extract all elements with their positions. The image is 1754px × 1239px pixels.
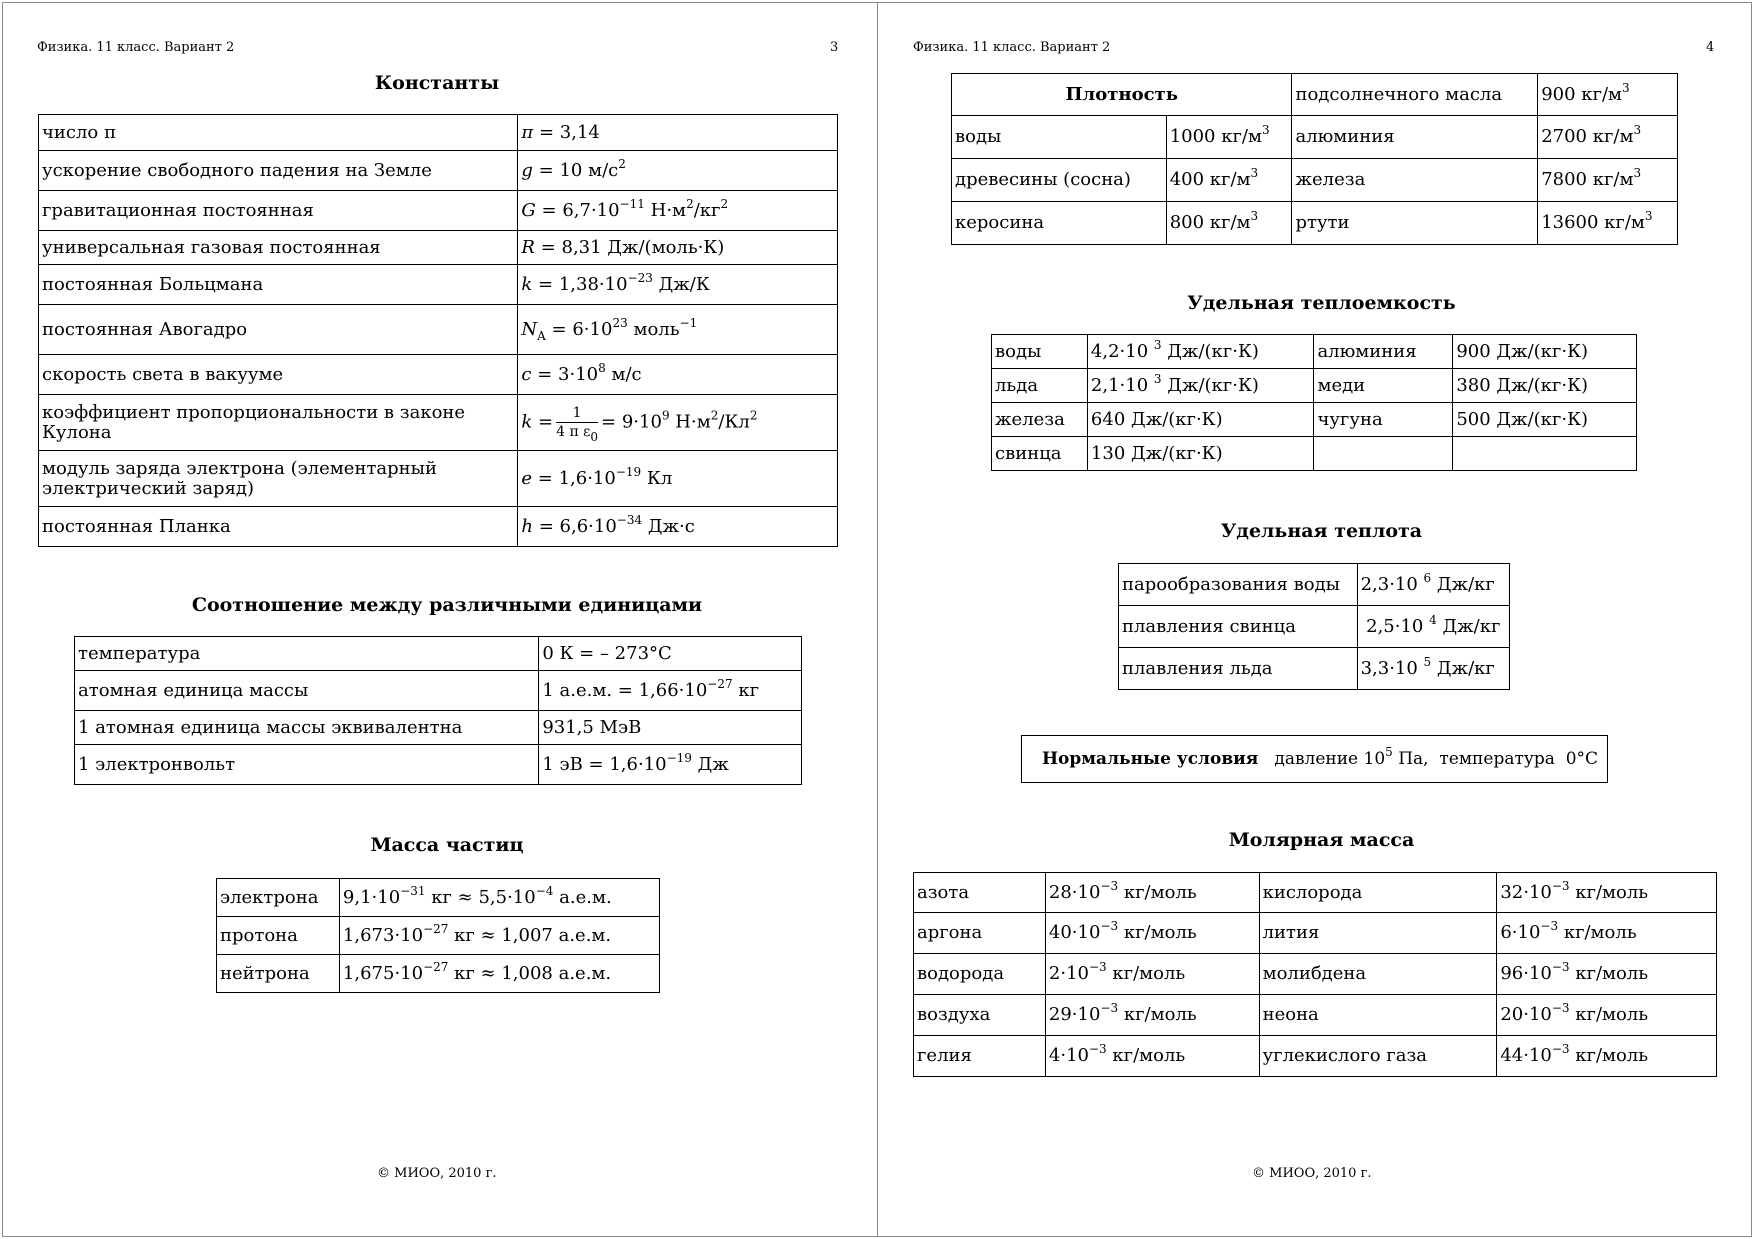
constant-value: R = 8,31 Дж/(моль·К) [518,231,838,265]
molar-mass-substance: воздуха [914,995,1046,1036]
density-substance: воды [952,116,1167,159]
table-row [914,1036,1717,1077]
particle-name: электрона [217,879,340,917]
constant-value: g = 10 $м/с^2$ [518,151,838,191]
right-page-footer: © МИОО, 2010 г. [1252,1166,1372,1181]
normal-conditions-text: давление $10^5$ Па, температура 0°С [1274,745,1599,769]
table-row [1119,606,1510,648]
specific-heat-value: 2,5·10 $^4$ Дж/кг [1357,606,1509,648]
particle-mass: $9,1\cdot 10^{-31}$ кг ≈ $5,5\cdot 10^{-4}$ а.е.м. [339,879,659,917]
units-table [74,636,802,785]
heat-capacity-substance: меди [1314,369,1453,403]
molar-mass-substance: углекислого газа [1259,1036,1497,1077]
table-row [39,151,838,191]
density-substance: ртути [1292,202,1538,245]
molar-mass-substance: водорода [914,954,1046,995]
table-row [952,202,1678,245]
heat-capacity-value: 2,1·10 $^3$ Дж/(кг·К) [1087,369,1314,403]
coulomb-fraction: $\frac{1}{4 \pi \varepsilon_0}$ [556,405,599,444]
constant-value: $k = 1,38\cdot 10^{-23}$ Дж/К [518,265,838,305]
table-row [39,191,838,231]
specific-heat-value: 2,3·10 $^6$ Дж/кг [1357,564,1509,606]
particles-title: Масса частиц [370,834,524,856]
density-substance: железа [1292,159,1538,202]
molar-mass-substance: лития [1259,913,1497,954]
left-page-footer: © МИОО, 2010 г. [377,1166,497,1181]
table-row [914,954,1717,995]
molar-mass-substance: молибдена [1259,954,1497,995]
specific-heat-process: парообразования воды [1119,564,1358,606]
density-value: 900 $кг/м^3$ [1538,74,1678,116]
heat-capacity-substance: свинца [992,437,1088,471]
table-row [217,879,660,917]
density-substance: древесины (сосна) [952,159,1167,202]
unit-value: 1 эВ = $1,6\cdot 10^{-19}$ Дж [539,745,802,785]
table-row [39,115,838,151]
specific-heat-process: плавления льда [1119,648,1358,690]
table-row [914,913,1717,954]
density-title: Плотность [952,74,1292,116]
normal-conditions-box [1021,735,1608,783]
density-value: 2700 $кг/м^3$ [1538,116,1678,159]
table-row [1119,564,1510,606]
table-row [75,671,802,711]
table-row [914,873,1717,913]
heat-capacity-substance: льда [992,369,1088,403]
particles-table [216,878,660,993]
table-row [39,305,838,355]
table-row [992,335,1637,369]
heat-capacity-value: 380 Дж/(кг·К) [1453,369,1637,403]
table-row [992,403,1637,437]
table-row [39,265,838,305]
molar-mass-value: $29\cdot 10^{-3}$ кг/моль [1045,995,1259,1036]
constant-name: скорость света в вакууме [39,355,518,395]
constant-name: постоянная Авогадро [39,305,518,355]
table-row [217,917,660,955]
normal-conditions-label: Нормальные условия [1042,749,1259,769]
molar-mass-value: $32\cdot 10^{-3}$ кг/моль [1497,873,1717,913]
heat-capacity-value: 500 Дж/(кг·К) [1453,403,1637,437]
molar-mass-value: $2\cdot 10^{-3}$ кг/моль [1045,954,1259,995]
constant-name: коэффициент пропорциональности в законе Кулона [39,395,518,451]
table-row [217,955,660,993]
particle-mass: $1,675\cdot 10^{-27}$ кг ≈ 1,008 а.е.м. [339,955,659,993]
left-page-header-title: Физика. 11 класс. Вариант 2 [37,40,235,55]
heat-capacity-value: 4,2·10 $^3$ Дж/(кг·К) [1087,335,1314,369]
heat-capacity-substance: алюминия [1314,335,1453,369]
molar-mass-title: Молярная масса [1228,829,1415,851]
unit-name: атомная единица массы [75,671,539,711]
molar-mass-value: $44\cdot 10^{-3}$ кг/моль [1497,1036,1717,1077]
unit-value: 1 а.е.м. = $1,66\cdot 10^{-27}$ кг [539,671,802,711]
table-row [992,437,1637,471]
unit-name: 1 атомная единица массы эквивалентна [75,711,539,745]
table-row [914,995,1717,1036]
density-value: 800 $кг/м^3$ [1166,202,1292,245]
table-row [1119,648,1510,690]
heat-capacity-substance: воды [992,335,1088,369]
table-row [75,637,802,671]
specific-heat-table [1118,563,1510,690]
table-row [75,711,802,745]
density-table [951,73,1678,245]
unit-name: 1 электронвольт [75,745,539,785]
molar-mass-value: $20\cdot 10^{-3}$ кг/моль [1497,995,1717,1036]
molar-mass-table [913,872,1717,1077]
table-row [952,159,1678,202]
right-page-header-title: Физика. 11 класс. Вариант 2 [913,40,1111,55]
molar-mass-value: $6\cdot 10^{-3}$ кг/моль [1497,913,1717,954]
constant-value: π = 3,14 [518,115,838,151]
table-row [39,231,838,265]
constant-value: $N_A = 6\cdot 10^{23}$ моль$^{-1}$ [518,305,838,355]
empty-cell [1314,437,1453,471]
density-substance: керосина [952,202,1167,245]
constant-value: $e = 1,6\cdot 10^{-19}$ Кл [518,451,838,507]
constant-value: k = $\frac{1}{4 \pi \varepsilon_0}$ = $9\cdot 10^9$ $Н\cdot м^2/Кл^2$ [518,395,838,451]
units-title: Соотношение между различными единицами [191,594,703,616]
heat-capacity-title: Удельная теплоемкость [1187,292,1456,314]
constant-value: $h = 6,6\cdot 10^{-34}$ Дж·с [518,507,838,547]
density-substance: алюминия [1292,116,1538,159]
molar-mass-substance: неона [1259,995,1497,1036]
right-page-number: 4 [1706,40,1715,55]
constant-value: $c = 3\cdot 10^8$ м/с [518,355,838,395]
unit-value: 931,5 МэВ [539,711,802,745]
table-row [952,116,1678,159]
table-row [39,355,838,395]
molar-mass-value: $28\cdot 10^{-3}$ кг/моль [1045,873,1259,913]
constant-value: $G = 6,7\cdot 10^{-11}$ $Н\cdot м^2/кг^2$ [518,191,838,231]
heat-capacity-value: 900 Дж/(кг·К) [1453,335,1637,369]
constant-name: постоянная Планка [39,507,518,547]
table-row [39,395,838,451]
particle-name: протона [217,917,340,955]
heat-capacity-substance: чугуна [1314,403,1453,437]
heat-capacity-table [991,334,1637,471]
constant-name: ускорение свободного падения на Земле [39,151,518,191]
constants-table [38,114,838,547]
density-value: 1000 $кг/м^3$ [1166,116,1292,159]
particle-name: нейтрона [217,955,340,993]
density-value: 13600 $кг/м^3$ [1538,202,1678,245]
table-row [992,369,1637,403]
particle-mass: $1,673\cdot 10^{-27}$ кг ≈ 1,007 а.е.м. [339,917,659,955]
unit-name: температура [75,637,539,671]
constant-name: универсальная газовая постоянная [39,231,518,265]
molar-mass-substance: кислорода [1259,873,1497,913]
molar-mass-value: $4\cdot 10^{-3}$ кг/моль [1045,1036,1259,1077]
molar-mass-value: $40\cdot 10^{-3}$ кг/моль [1045,913,1259,954]
constant-name: модуль заряда электрона (элементарный электрический заряд) [39,451,518,507]
heat-capacity-value: 640 Дж/(кг·К) [1087,403,1314,437]
empty-cell [1453,437,1637,471]
density-value: 400 $кг/м^3$ [1166,159,1292,202]
left-page-number: 3 [830,40,839,55]
table-row [952,74,1678,116]
constants-title: Константы [374,72,500,94]
constant-name: гравитационная постоянная [39,191,518,231]
specific-heat-process: плавления свинца [1119,606,1358,648]
molar-mass-substance: гелия [914,1036,1046,1077]
heat-capacity-value: 130 Дж/(кг·К) [1087,437,1314,471]
molar-mass-substance: азота [914,873,1046,913]
specific-heat-value: 3,3·10 $^5$ Дж/кг [1357,648,1509,690]
specific-heat-title: Удельная теплота [1220,520,1423,542]
density-value: 7800 $кг/м^3$ [1538,159,1678,202]
molar-mass-substance: аргона [914,913,1046,954]
table-row [39,451,838,507]
molar-mass-value: $96\cdot 10^{-3}$ кг/моль [1497,954,1717,995]
constant-name: постоянная Больцмана [39,265,518,305]
unit-value: 0 К = – 273°С [539,637,802,671]
density-substance: подсолнечного масла [1292,74,1538,116]
heat-capacity-substance: железа [992,403,1088,437]
constant-name: число π [39,115,518,151]
table-row [39,507,838,547]
table-row [75,745,802,785]
